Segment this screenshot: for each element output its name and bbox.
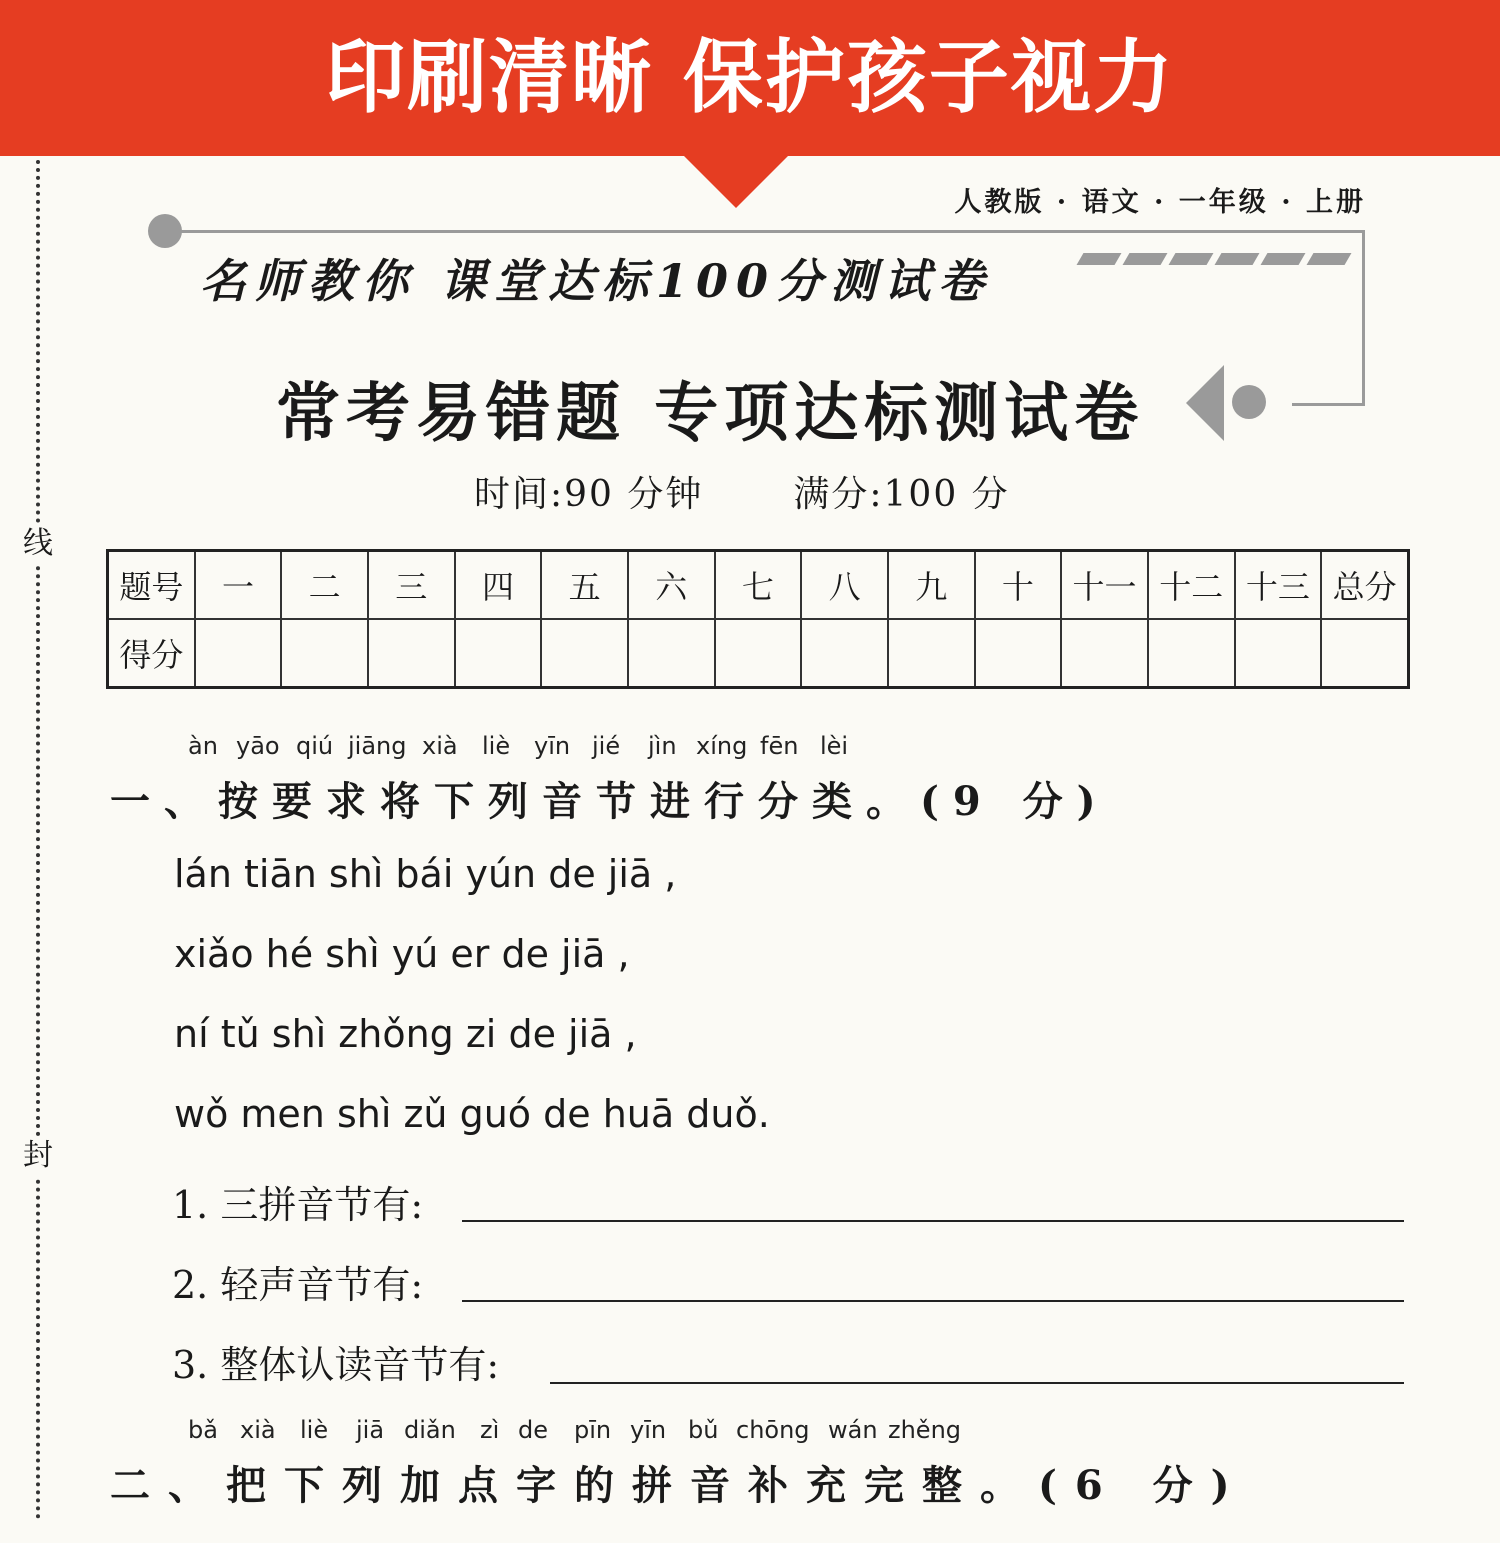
pinyin-syllable: jìn <box>648 732 677 760</box>
pinyin-syllable: fēn <box>760 732 799 760</box>
answer-blank-1[interactable] <box>462 1220 1404 1222</box>
column-header: 七 <box>715 551 802 620</box>
pinyin-syllable: pīn <box>574 1416 612 1444</box>
row-label-question: 题号 <box>108 551 195 620</box>
poem-line: xiǎo hé shì yú er de jiā , <box>174 932 630 976</box>
frame-line-top <box>164 230 1364 233</box>
full-score: 满分:100 分 <box>793 474 1010 515</box>
section1-title: 一、按要求将下列音节进行分类。(9 分) <box>110 778 1110 825</box>
question-item-2: 2. 轻声音节有: <box>172 1263 424 1307</box>
score-cell <box>281 619 368 688</box>
score-table <box>106 549 1410 689</box>
poem-line: ní tǔ shì zhǒng zi de jiā , <box>174 1012 637 1056</box>
page-title: 常考易错题 专项达标测试卷 <box>276 376 1145 451</box>
column-header: 六 <box>628 551 715 620</box>
table-row-score <box>108 619 1409 688</box>
pinyin-syllable: yīn <box>630 1416 667 1444</box>
banner-title: 印刷清晰 保护孩子视力 <box>325 31 1175 124</box>
pinyin-syllable: yīn <box>534 732 571 760</box>
frame-line-bottom <box>1292 403 1365 406</box>
score-cell <box>975 619 1062 688</box>
pinyin-syllable: liè <box>482 732 511 760</box>
pinyin-syllable: xià <box>422 732 458 760</box>
pinyin-syllable: lèi <box>820 732 849 760</box>
table-row-question <box>108 551 1409 620</box>
top-banner <box>0 0 1500 156</box>
column-header: 九 <box>888 551 975 620</box>
pinyin-syllable: jié <box>592 732 621 760</box>
section1-pinyin <box>188 732 860 760</box>
score-cell <box>1061 619 1148 688</box>
exam-info <box>474 466 1010 517</box>
score-cell <box>1235 619 1322 688</box>
pinyin-syllable: zì <box>480 1416 500 1444</box>
score-cell <box>1148 619 1235 688</box>
column-header: 三 <box>368 551 455 620</box>
answer-blank-3[interactable] <box>550 1382 1404 1384</box>
binding-char-line: 线 <box>18 524 58 564</box>
score-cell <box>628 619 715 688</box>
poem-line: lán tiān shì bái yún de jiā , <box>174 852 677 896</box>
section2-title: 二、把下列加点字的拼音补充完整。(6 分) <box>110 1462 1248 1509</box>
frame-dot-right <box>1232 385 1266 419</box>
pinyin-syllable: chōng <box>736 1416 810 1444</box>
question-item-3: 3. 整体认读音节有: <box>172 1343 500 1387</box>
column-header: 五 <box>541 551 628 620</box>
pinyin-syllable: wán <box>828 1416 878 1444</box>
column-header: 十 <box>975 551 1062 620</box>
pinyin-syllable: liè <box>300 1416 329 1444</box>
frame-dot-left <box>148 214 182 248</box>
time-limit: 时间:90 分钟 <box>474 474 704 515</box>
answer-blank-2[interactable] <box>462 1300 1404 1302</box>
frame-line-right <box>1362 230 1365 406</box>
score-cell <box>541 619 628 688</box>
pinyin-syllable: xià <box>240 1416 276 1444</box>
question-item-1: 1. 三拼音节有: <box>172 1183 424 1227</box>
pinyin-syllable: jiā <box>356 1416 385 1444</box>
score-cell <box>455 619 542 688</box>
score-cell <box>888 619 975 688</box>
pinyin-syllable: zhěng <box>888 1416 962 1444</box>
decor-dashes <box>1080 250 1360 266</box>
column-header: 十一 <box>1061 551 1148 620</box>
score-cell <box>1321 619 1408 688</box>
pinyin-syllable: bǎ <box>188 1416 218 1444</box>
score-cell <box>801 619 888 688</box>
poem-line: wǒ men shì zǔ guó de huā duǒ. <box>174 1092 770 1136</box>
column-header: 十二 <box>1148 551 1235 620</box>
pinyin-syllable: àn <box>188 732 218 760</box>
edition-label: 人教版 · 语文 · 一年级 · 上册 <box>954 187 1366 218</box>
column-header: 二 <box>281 551 368 620</box>
frame-arrow-icon <box>1186 365 1224 441</box>
score-cell <box>368 619 455 688</box>
row-label-score: 得分 <box>108 619 195 688</box>
column-header: 四 <box>455 551 542 620</box>
column-header: 十三 <box>1235 551 1322 620</box>
section2-pinyin <box>188 1416 968 1444</box>
pinyin-syllable: de <box>518 1416 548 1444</box>
banner-notch <box>682 154 790 208</box>
pinyin-syllable: jiāng <box>348 732 407 760</box>
pinyin-syllable: xíng <box>696 732 748 760</box>
score-cell <box>195 619 282 688</box>
column-header: 总分 <box>1321 551 1408 620</box>
binding-dotted-line <box>36 160 40 1520</box>
pinyin-syllable: diǎn <box>404 1416 456 1444</box>
score-cell <box>715 619 802 688</box>
pinyin-syllable: yāo <box>236 732 280 760</box>
pinyin-syllable: qiú <box>296 732 334 760</box>
column-header: 八 <box>801 551 888 620</box>
series-title: 名师教你 课堂达标100分测试卷 <box>200 254 993 308</box>
binding-char-seal: 封 <box>18 1136 58 1176</box>
pinyin-syllable: bǔ <box>688 1416 719 1444</box>
column-header: 一 <box>195 551 282 620</box>
